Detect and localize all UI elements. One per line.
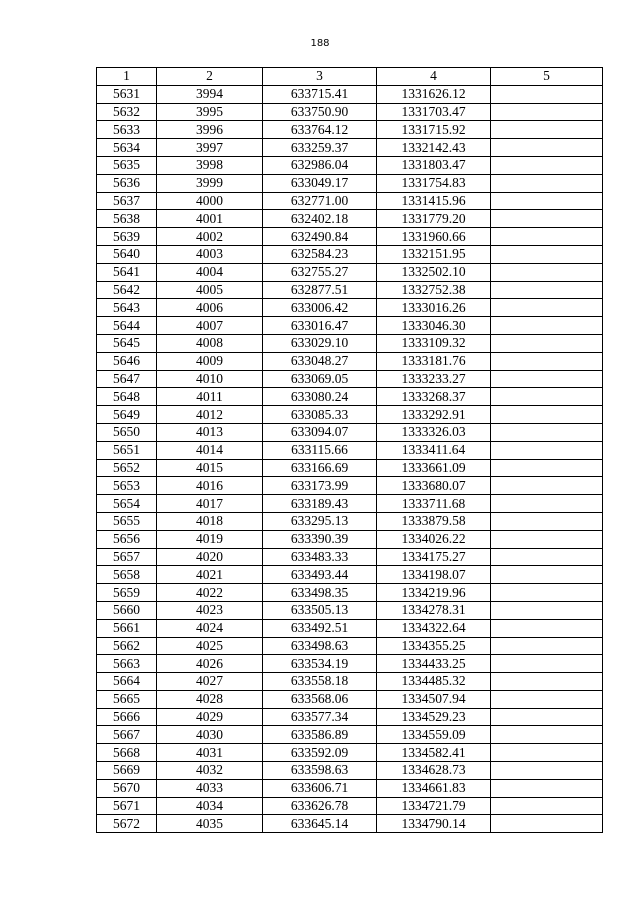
table-cell: 5641 [97, 263, 157, 281]
table-row [97, 566, 603, 584]
table-cell: 5644 [97, 317, 157, 335]
table-cell: 5657 [97, 548, 157, 566]
table-cell: 632877.51 [263, 281, 377, 299]
table-cell [491, 566, 603, 584]
table-cell [491, 228, 603, 246]
table-cell: 5670 [97, 779, 157, 797]
table-cell: 633189.43 [263, 495, 377, 513]
column-header: 4 [377, 68, 491, 86]
table-row [97, 281, 603, 299]
table-row [97, 762, 603, 780]
table-cell: 4025 [157, 637, 263, 655]
table-row [97, 245, 603, 263]
table-cell: 4016 [157, 477, 263, 495]
table-row [97, 210, 603, 228]
table-cell: 4026 [157, 655, 263, 673]
table-cell: 3999 [157, 174, 263, 192]
table-cell: 3996 [157, 121, 263, 139]
table-cell: 633259.37 [263, 139, 377, 157]
table-cell: 5642 [97, 281, 157, 299]
table-cell: 5667 [97, 726, 157, 744]
table-row [97, 103, 603, 121]
table-row [97, 388, 603, 406]
table-cell [491, 406, 603, 424]
table-row [97, 423, 603, 441]
table-cell: 4035 [157, 815, 263, 833]
table-cell [491, 619, 603, 637]
table-row [97, 815, 603, 833]
table-row [97, 174, 603, 192]
table-row [97, 779, 603, 797]
table-row [97, 512, 603, 530]
table-cell: 4031 [157, 744, 263, 762]
table-cell: 5640 [97, 245, 157, 263]
table-cell: 5636 [97, 174, 157, 192]
page-number: 188 [310, 38, 330, 49]
table-row [97, 726, 603, 744]
table-cell [491, 797, 603, 815]
table-cell: 5669 [97, 762, 157, 780]
table-cell: 5638 [97, 210, 157, 228]
table-cell: 4034 [157, 797, 263, 815]
table-cell: 1331803.47 [377, 156, 491, 174]
table-cell: 633295.13 [263, 512, 377, 530]
table-cell: 1334582.41 [377, 744, 491, 762]
table-cell: 1334278.31 [377, 601, 491, 619]
table-row [97, 459, 603, 477]
table-cell [491, 601, 603, 619]
table-cell: 5652 [97, 459, 157, 477]
table-cell [491, 388, 603, 406]
table-cell: 633586.89 [263, 726, 377, 744]
table-cell: 5643 [97, 299, 157, 317]
table-cell: 4001 [157, 210, 263, 228]
table-cell: 5656 [97, 530, 157, 548]
table-cell [491, 512, 603, 530]
table-cell [491, 210, 603, 228]
table-cell: 3994 [157, 85, 263, 103]
table-row [97, 690, 603, 708]
table-cell: 633029.10 [263, 334, 377, 352]
table-cell: 4007 [157, 317, 263, 335]
table-cell: 633166.69 [263, 459, 377, 477]
table-cell: 633498.63 [263, 637, 377, 655]
table-cell: 1334355.25 [377, 637, 491, 655]
table-cell: 4014 [157, 441, 263, 459]
table-cell: 1333680.07 [377, 477, 491, 495]
table-cell: 1334322.64 [377, 619, 491, 637]
table-cell [491, 334, 603, 352]
table-cell: 5646 [97, 352, 157, 370]
table-row [97, 477, 603, 495]
table-cell: 633505.13 [263, 601, 377, 619]
table-cell: 1331703.47 [377, 103, 491, 121]
table-cell: 5647 [97, 370, 157, 388]
table-cell: 5637 [97, 192, 157, 210]
table-cell: 1332502.10 [377, 263, 491, 281]
table-cell [491, 530, 603, 548]
table-cell: 1333016.26 [377, 299, 491, 317]
table-cell: 5650 [97, 423, 157, 441]
table-row [97, 530, 603, 548]
table-cell: 1334661.83 [377, 779, 491, 797]
table-cell: 5663 [97, 655, 157, 673]
table-cell [491, 156, 603, 174]
table-cell [491, 370, 603, 388]
table-cell: 1331715.92 [377, 121, 491, 139]
table-cell: 1332142.43 [377, 139, 491, 157]
table-cell: 633115.66 [263, 441, 377, 459]
table-row [97, 619, 603, 637]
table-cell: 5633 [97, 121, 157, 139]
table-row [97, 352, 603, 370]
table-cell: 632986.04 [263, 156, 377, 174]
table-cell: 1334721.79 [377, 797, 491, 815]
table-row [97, 406, 603, 424]
table-cell: 4020 [157, 548, 263, 566]
table-row [97, 601, 603, 619]
table-cell: 4023 [157, 601, 263, 619]
table-cell: 4019 [157, 530, 263, 548]
table-cell: 4005 [157, 281, 263, 299]
table-cell: 633606.71 [263, 779, 377, 797]
table-cell: 1331779.20 [377, 210, 491, 228]
table-cell: 5632 [97, 103, 157, 121]
table-cell: 4010 [157, 370, 263, 388]
table-cell: 5639 [97, 228, 157, 246]
table-cell: 5662 [97, 637, 157, 655]
table-cell: 1334433.25 [377, 655, 491, 673]
table-row [97, 334, 603, 352]
table-cell: 5659 [97, 584, 157, 602]
table-cell [491, 281, 603, 299]
table-cell [491, 263, 603, 281]
table-cell [491, 192, 603, 210]
table-cell: 633750.90 [263, 103, 377, 121]
table-cell: 1334485.32 [377, 673, 491, 691]
table-cell [491, 423, 603, 441]
table-cell: 633534.19 [263, 655, 377, 673]
table-row [97, 121, 603, 139]
table-cell: 5631 [97, 85, 157, 103]
table-cell: 1331754.83 [377, 174, 491, 192]
table-row [97, 797, 603, 815]
table-cell: 1333292.91 [377, 406, 491, 424]
table-cell: 633493.44 [263, 566, 377, 584]
table-cell: 1333326.03 [377, 423, 491, 441]
table-cell: 5654 [97, 495, 157, 513]
table-cell: 633492.51 [263, 619, 377, 637]
column-header: 2 [157, 68, 263, 86]
table-cell: 1334026.22 [377, 530, 491, 548]
table-cell: 5651 [97, 441, 157, 459]
table-cell: 4011 [157, 388, 263, 406]
table-cell [491, 690, 603, 708]
table-cell: 632490.84 [263, 228, 377, 246]
table-row [97, 744, 603, 762]
table-row [97, 548, 603, 566]
table-cell: 4029 [157, 708, 263, 726]
table-cell: 633568.06 [263, 690, 377, 708]
table-cell [491, 637, 603, 655]
table-body [97, 85, 603, 832]
table-cell: 5645 [97, 334, 157, 352]
table-cell: 5665 [97, 690, 157, 708]
table-cell: 1334559.09 [377, 726, 491, 744]
coordinates-table [96, 67, 603, 833]
table-cell: 1332752.38 [377, 281, 491, 299]
table-cell: 1331626.12 [377, 85, 491, 103]
table-cell: 5635 [97, 156, 157, 174]
table-cell: 4018 [157, 512, 263, 530]
table-row [97, 85, 603, 103]
table-cell: 633645.14 [263, 815, 377, 833]
table-cell: 3995 [157, 103, 263, 121]
table-cell [491, 317, 603, 335]
table-row [97, 139, 603, 157]
table-cell: 4027 [157, 673, 263, 691]
table-cell: 1333711.68 [377, 495, 491, 513]
table-cell [491, 673, 603, 691]
table-cell: 4004 [157, 263, 263, 281]
table-cell: 633598.63 [263, 762, 377, 780]
table-cell [491, 779, 603, 797]
table-cell: 633558.18 [263, 673, 377, 691]
table-cell: 1331415.96 [377, 192, 491, 210]
table-cell: 4012 [157, 406, 263, 424]
table-cell: 5671 [97, 797, 157, 815]
table-cell: 633016.47 [263, 317, 377, 335]
table-cell: 5668 [97, 744, 157, 762]
table-cell: 3997 [157, 139, 263, 157]
table-cell: 633094.07 [263, 423, 377, 441]
table-cell [491, 815, 603, 833]
table-cell [491, 655, 603, 673]
table-cell [491, 174, 603, 192]
table-cell: 633048.27 [263, 352, 377, 370]
table-cell: 633626.78 [263, 797, 377, 815]
column-header: 5 [491, 68, 603, 86]
table-cell: 632771.00 [263, 192, 377, 210]
table-cell [491, 477, 603, 495]
table-cell: 4009 [157, 352, 263, 370]
table-cell [491, 548, 603, 566]
table-cell: 633080.24 [263, 388, 377, 406]
table-cell: 633592.09 [263, 744, 377, 762]
table-cell: 1334507.94 [377, 690, 491, 708]
column-header: 3 [263, 68, 377, 86]
table-cell: 5658 [97, 566, 157, 584]
table-cell: 1333661.09 [377, 459, 491, 477]
table-row [97, 655, 603, 673]
table-cell: 4013 [157, 423, 263, 441]
table-cell: 5660 [97, 601, 157, 619]
table-cell: 5664 [97, 673, 157, 691]
table-cell: 1333109.32 [377, 334, 491, 352]
table-cell: 1333181.76 [377, 352, 491, 370]
table-cell: 633764.12 [263, 121, 377, 139]
table-row [97, 317, 603, 335]
table-cell [491, 245, 603, 263]
table-cell: 632755.27 [263, 263, 377, 281]
table-cell [491, 459, 603, 477]
table-cell: 4015 [157, 459, 263, 477]
table-cell: 1333046.30 [377, 317, 491, 335]
table-cell: 4003 [157, 245, 263, 263]
table-cell: 1333268.37 [377, 388, 491, 406]
table-cell [491, 441, 603, 459]
table-cell: 1334175.27 [377, 548, 491, 566]
table-cell: 5648 [97, 388, 157, 406]
table-cell [491, 495, 603, 513]
table-cell: 633577.34 [263, 708, 377, 726]
table-cell: 1333411.64 [377, 441, 491, 459]
table-cell [491, 85, 603, 103]
table-cell: 1334529.23 [377, 708, 491, 726]
table-row [97, 156, 603, 174]
table-row [97, 370, 603, 388]
table-cell: 1334628.73 [377, 762, 491, 780]
table-row [97, 495, 603, 513]
table-cell: 633173.99 [263, 477, 377, 495]
table-row [97, 192, 603, 210]
table-cell: 632402.18 [263, 210, 377, 228]
table-cell: 1333233.27 [377, 370, 491, 388]
table-cell [491, 139, 603, 157]
table-cell: 5655 [97, 512, 157, 530]
table-cell: 4021 [157, 566, 263, 584]
table-cell: 4002 [157, 228, 263, 246]
table-cell: 1333879.58 [377, 512, 491, 530]
table-cell: 5672 [97, 815, 157, 833]
table-cell: 4022 [157, 584, 263, 602]
table-cell: 5666 [97, 708, 157, 726]
table-cell [491, 584, 603, 602]
table-cell [491, 708, 603, 726]
table-cell [491, 352, 603, 370]
table-cell: 633390.39 [263, 530, 377, 548]
table-cell: 4024 [157, 619, 263, 637]
table-row [97, 263, 603, 281]
table-row [97, 228, 603, 246]
table-cell [491, 744, 603, 762]
table-cell: 4033 [157, 779, 263, 797]
table-cell: 3998 [157, 156, 263, 174]
table-cell: 1334198.07 [377, 566, 491, 584]
table-row [97, 441, 603, 459]
table-row [97, 708, 603, 726]
table-row [97, 637, 603, 655]
table-cell: 5653 [97, 477, 157, 495]
table-cell: 633069.05 [263, 370, 377, 388]
table-cell: 633049.17 [263, 174, 377, 192]
table-cell: 4017 [157, 495, 263, 513]
table-cell: 4030 [157, 726, 263, 744]
table-cell [491, 121, 603, 139]
table-cell: 632584.23 [263, 245, 377, 263]
table-cell: 5649 [97, 406, 157, 424]
table-cell [491, 299, 603, 317]
table-cell: 1334219.96 [377, 584, 491, 602]
table-cell: 4008 [157, 334, 263, 352]
table-cell: 4028 [157, 690, 263, 708]
table-cell [491, 726, 603, 744]
table-cell: 633498.35 [263, 584, 377, 602]
table-cell: 1334790.14 [377, 815, 491, 833]
table-cell: 633085.33 [263, 406, 377, 424]
table-cell [491, 762, 603, 780]
table-row [97, 673, 603, 691]
table-cell: 633006.42 [263, 299, 377, 317]
table-cell: 5634 [97, 139, 157, 157]
table-cell: 1331960.66 [377, 228, 491, 246]
table-cell: 633715.41 [263, 85, 377, 103]
table-cell [491, 103, 603, 121]
table-header-row [97, 68, 603, 86]
table-cell: 4000 [157, 192, 263, 210]
table-row [97, 584, 603, 602]
table-cell: 5661 [97, 619, 157, 637]
table-cell: 4032 [157, 762, 263, 780]
table-cell: 1332151.95 [377, 245, 491, 263]
table-cell: 633483.33 [263, 548, 377, 566]
column-header: 1 [97, 68, 157, 86]
table-cell: 4006 [157, 299, 263, 317]
table-row [97, 299, 603, 317]
